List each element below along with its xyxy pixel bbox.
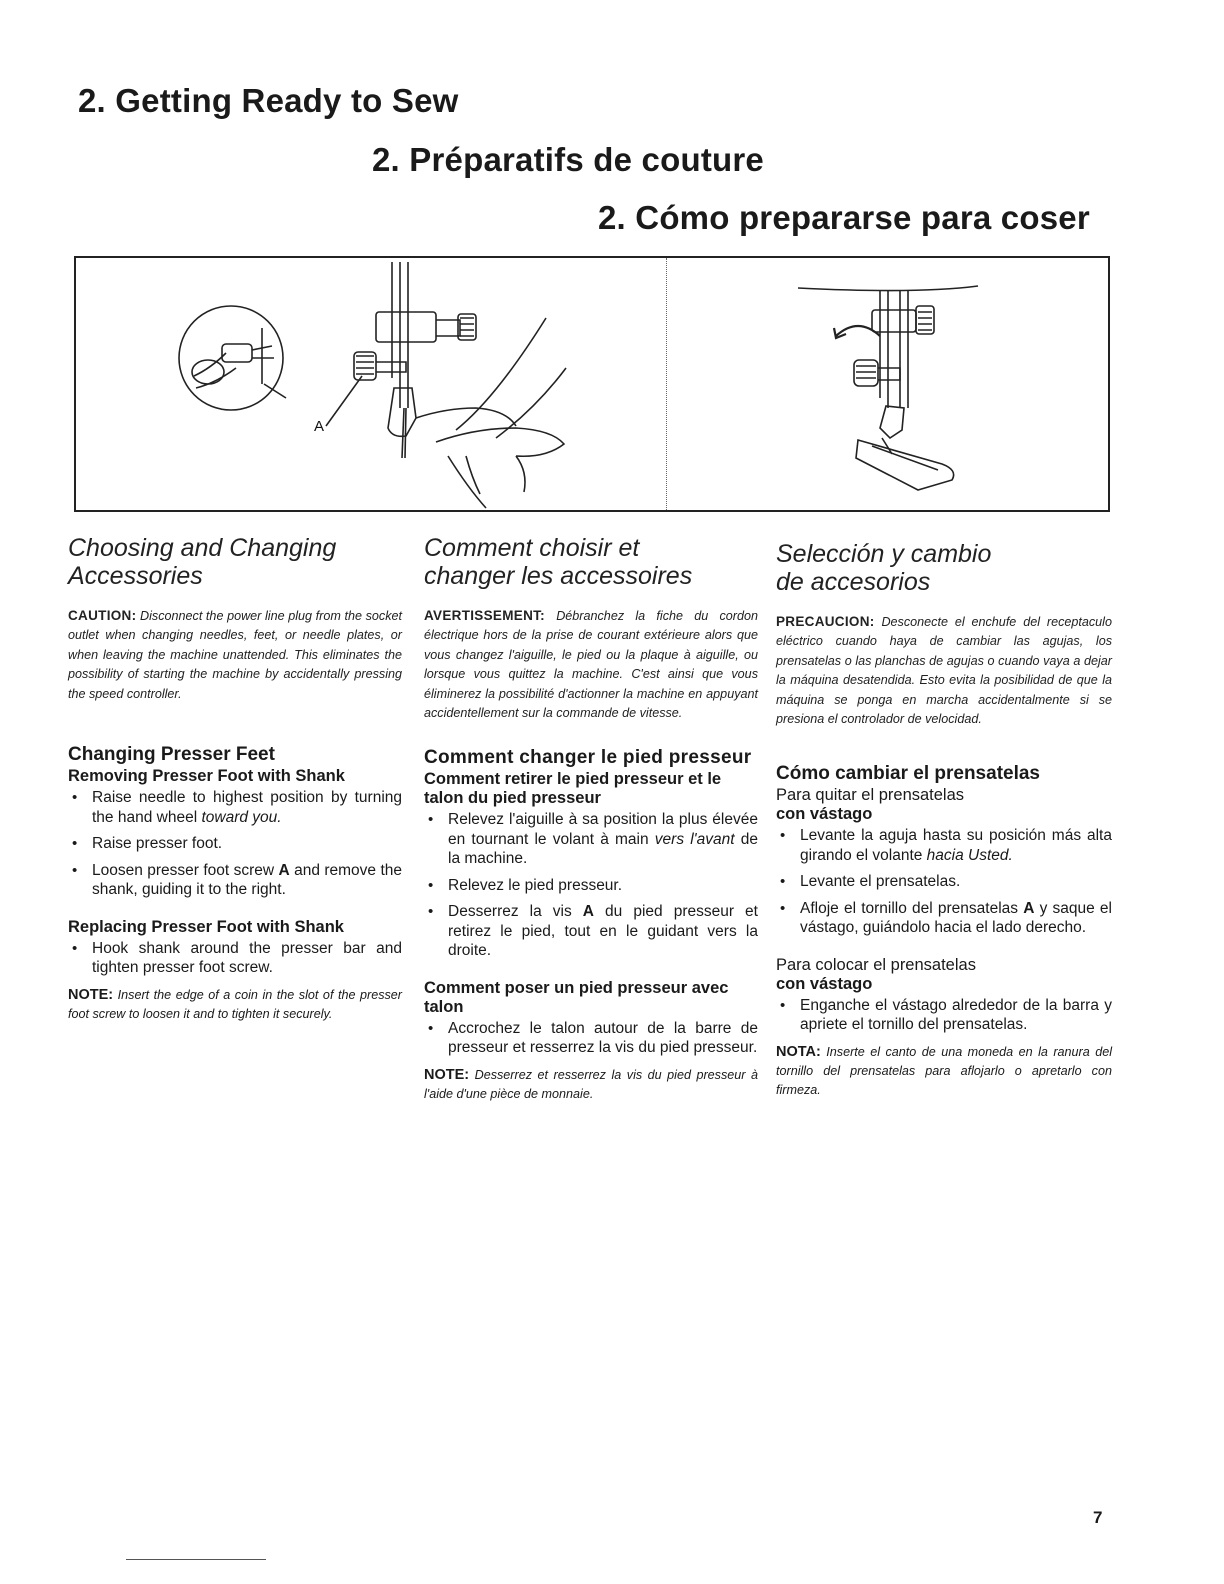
list-item: • Afloje el tornillo del prensatelas A y saque el vástago, guiándolo hacia el lado derecho.	[776, 899, 1112, 938]
callout-label-a: A	[314, 418, 325, 435]
presser-foot	[856, 440, 954, 490]
title-spanish: 2. Cómo prepararse para coser	[598, 199, 1090, 236]
column-french	[424, 534, 758, 1104]
section-title-accessories: Selección y cambio de accesorios	[776, 540, 992, 596]
section-title-accessories: Comment choisir et changer les accessoires	[424, 534, 693, 590]
note-paragraph: NOTE: Desserrez et resserrez la vis du pied presseur à l'aide d'une pièce de monnaie.	[424, 1066, 758, 1101]
list-item: • Loosen presser foot screw A and remove the shank, guiding it to the right.	[68, 861, 402, 900]
illustration-frame	[74, 256, 1110, 512]
replacing-steps-list	[68, 939, 402, 978]
section-title-accessories: Choosing and Changing Accessories	[68, 534, 337, 590]
presser-bar	[880, 290, 908, 408]
title-english: 2. Getting Ready to Sew	[78, 82, 459, 119]
list-item: • Enganche el vástago alrededor de la barra y apriete el tornillo del prensatelas.	[776, 996, 1112, 1035]
list-item: • Accrochez le talon autour de la barre de presseur et resserrez la vis du pied presseur.	[424, 1019, 758, 1058]
list-item: • Relevez le pied presseur.	[424, 876, 758, 896]
presser-foot-screw	[854, 360, 878, 386]
column-english	[68, 534, 402, 1024]
list-item: • Levante el prensatelas.	[776, 872, 1112, 892]
heading-removing-presser-foot: Comment retirer le pied presseur et le talon du pied presseur	[424, 770, 722, 808]
heading-replacing-presser-foot: Comment poser un pied presseur avec talon	[424, 978, 729, 1016]
note-paragraph: NOTE: Insert the edge of a coin in the slot of the presser foot screw to loosen it and to tighten it securely.	[68, 986, 402, 1021]
needle-bar	[392, 262, 408, 408]
removing-steps-list	[68, 788, 402, 900]
note-paragraph: NOTA: Inserte el canto de una moneda en la ranura del tornillo del prensatelas para aflojarlo o apretarlo con firmeza.	[776, 1043, 1112, 1097]
caution-paragraph: CAUTION: Disconnect the power line plug from the socket outlet when changing needles, feet, or needle plates, or when leaving the machine unattended. This eliminates the possibility of starting the machine by accidentally pressing the speed controller.	[68, 608, 402, 701]
column-spanish	[776, 534, 1112, 1100]
removing-steps-list	[776, 826, 1112, 938]
list-item: • Raise presser foot.	[68, 834, 402, 854]
presser-foot-attach-illustration	[668, 258, 1108, 510]
replacing-steps-list	[776, 996, 1112, 1035]
list-item: • Hook shank around the presser bar and tighten presser foot screw.	[68, 939, 402, 978]
heading-changing-presser-feet: Changing Presser Feet	[68, 744, 275, 766]
replacing-steps-list	[424, 1019, 758, 1058]
footer-rule	[126, 1559, 266, 1560]
heading-removing-presser-foot: Para quitar el prensatelas con vástago	[776, 786, 965, 824]
list-item: • Levante la aguja hasta su posición más alta girando el volante hacia Usted.	[776, 826, 1112, 865]
list-item: • Raise needle to highest position by turning the hand wheel toward you.	[68, 788, 402, 827]
heading-removing-presser-foot: Removing Presser Foot with Shank	[68, 767, 345, 786]
heading-replacing-presser-foot: Para colocar el prensatelas con vástago	[776, 955, 976, 993]
heading-changing-presser-feet: Comment changer le pied presseur	[424, 747, 752, 769]
removing-steps-list	[424, 810, 758, 961]
title-french: 2. Préparatifs de couture	[372, 141, 764, 178]
list-item: • Relevez l'aiguille à sa position la plus élevée en tournant le volant à main vers l'avant de la machine.	[424, 810, 758, 869]
page-number: 7	[1093, 1508, 1103, 1527]
caution-paragraph: AVERTISSEMENT: Débranchez la fiche du cordon électrique hors de la prise de courant extérieure alors que vous changez l'aiguille, le pied ou la plaque à aiguille, ou lorsque vous quittez la machine. C'est ainsi que vous éliminerez la possibilité d'actionner la machine en appuyant accidentellement sur la commande de vitesse.	[424, 608, 758, 721]
heading-changing-presser-feet: Cómo cambiar el prensatelas	[776, 763, 1040, 785]
presser-foot-removal-illustration	[76, 258, 666, 510]
list-item: • Desserrez la vis A du pied presseur et retirez le pied, tout en le guidant vers la droite.	[424, 902, 758, 961]
illustration-divider	[666, 258, 667, 510]
heading-replacing-presser-foot: Replacing Presser Foot with Shank	[68, 917, 344, 936]
caution-paragraph: PRECAUCION: Desconecte el enchufe del receptaculo eléctrico cuando haya de cambiar las agujas, los prensatelas o las planchas de agujas o cuando vaya a dejar la máquina desatendida. Esto evita la posibilidad de que la máquina se ponga en marcha accidentalmente si se presiona el controlador de velocidad.	[776, 614, 1112, 727]
